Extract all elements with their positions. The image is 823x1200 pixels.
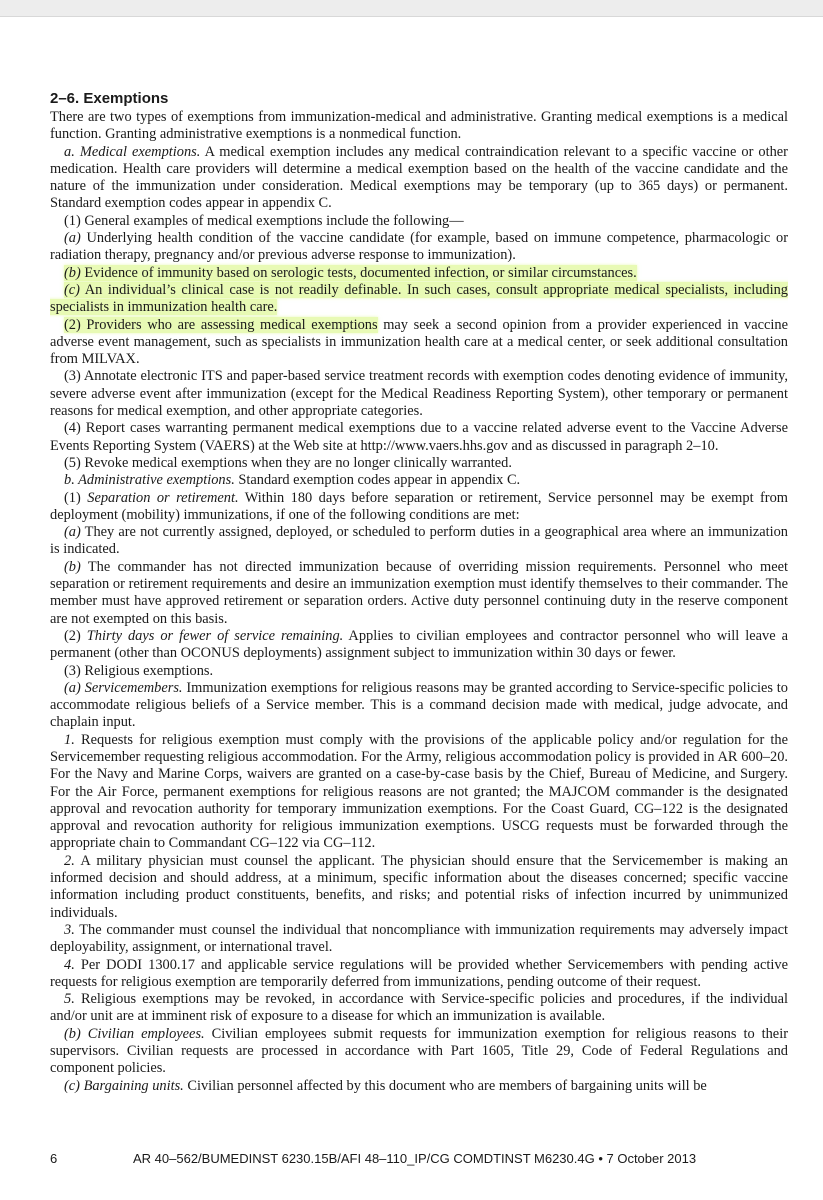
para-b3a-2 xyxy=(50,853,788,922)
para-b3c-text: Civilian personnel affected by this document who are members of bargaining units will be xyxy=(183,1077,707,1094)
para-b1-label: Separation or retirement. xyxy=(87,489,239,506)
para-a5: (5) Revoke medical exemptions when they are no longer clinically warranted. xyxy=(64,454,512,471)
para-b3a-text: Immunization exemptions for religious reasons may be granted according to Service-specific policies to accommodate religious beliefs of a Service member. This is a command decision made with medical, judge advocate, and chaplain input. xyxy=(50,679,788,731)
para-a1c-label: (c) xyxy=(64,281,80,298)
para-a1b xyxy=(50,265,788,282)
section-intro: There are two types of exemptions from immunization-medical and administrative. Granting medical exemptions is a medical function. Granting administrative exemptions is a nonmedical function. xyxy=(50,109,788,143)
para-b1 xyxy=(50,490,788,525)
para-b3a-1-label: 1. xyxy=(64,731,75,748)
para-a1: (1) General examples of medical exemptions include the following— xyxy=(64,212,464,229)
para-b1b-label: (b) xyxy=(64,558,81,575)
para-b3a-label: (a) Servicemembers. xyxy=(64,679,183,696)
para-b3a-2-label: 2. xyxy=(64,852,75,869)
para-a2 xyxy=(50,317,788,369)
para-a4: (4) Report cases warranting permanent medical exemptions due to a vaccine related adverse event to the Vaccine Adverse Events Reporting System (VAERS) at the Web site at http://www.vaers.hhs.gov and as discussed in paragraph 2–10. xyxy=(50,420,788,454)
para-b1a xyxy=(50,524,788,559)
para-a1c-text: An individual’s clinical case is not readily definable. In such cases, consult appropriate medical specialists, including specialists in immunization health care. xyxy=(50,281,788,316)
para-a-text: A medical exemption includes any medical contraindication relevant to a specific vaccine or other medication. Health care providers will determine a medical exemption based on the health of the vaccine candidate and the nature of the immunization under consideration. Medical exemptions may be temporary (up to 365 days) or permanent. Standard exemption codes appear in appendix C. xyxy=(50,143,788,212)
para-b-text: Standard exemption codes appear in appendix C. xyxy=(234,472,521,489)
para-b3b-text: Civilian employees submit requests for immunization exemption for religious reasons to their supervisors. Civilian requests are processed in accordance with Part 1605, Title 29, Code of Federal Regulations and component policies. xyxy=(50,1025,788,1077)
document-page xyxy=(50,90,788,1095)
para-b3a-1-text: Requests for religious exemption must comply with the provisions of the applicable policy and/or regulation for the Servicemember requesting religious accommodation. For the Army, religious accommodation policy is provided in AR 600–20. For the Navy and Marine Corps, waivers are granted on a case-by-case basis by the Chief, Bureau of Medicine, and Surgery. For the Air Force, permanent exemptions for religious reasons are not granted; the MAJCOM commander is the designated approval and revocation authority for temporary immunization exemptions. For the Coast Guard, CG–122 is the designated approval and revocation authority for religious immunization exemptions. USCG requests must be forwarded through the appropriate chain to Commandant CG–122 via CG–112. xyxy=(50,731,788,852)
para-b3c xyxy=(50,1078,788,1095)
para-a-medical xyxy=(50,144,788,213)
para-b3a xyxy=(50,680,788,732)
viewer-top-bar xyxy=(0,0,823,17)
para-b2-label: Thirty days or fewer of service remaining. xyxy=(86,627,344,644)
para-b3a-5-label: 5. xyxy=(64,991,75,1008)
para-b3a-3 xyxy=(50,922,788,957)
para-b1b xyxy=(50,559,788,628)
para-a1a xyxy=(50,230,788,265)
para-b2 xyxy=(50,628,788,663)
para-b3b-label: (b) Civilian employees. xyxy=(64,1025,205,1042)
para-b1b-text: The commander has not directed immunization because of overriding mission requirements. Personnel who meet separation or retirement requirements and desire an immunization exemption must identify themselves to their commander. The member must have approved retirement or separation orders. Active duty personnel continuing duty in the reserve component are not exempted on this basis. xyxy=(50,558,788,627)
footer-doc-title: AR 40–562/BUMEDINST 6230.15B/AFI 48–110_IP/CG COMDTINST M6230.4G • 7 October 2013 xyxy=(133,1151,697,1166)
para-b1-num: (1) xyxy=(64,489,88,506)
para-a3: (3) Annotate electronic ITS and paper-based service treatment records with exemption codes denoting evidence of immunity, severe adverse event after immunization (except for the Medical Readiness Reporting System), other temporary or permanent reasons for medical exemption, and other appropriate categories. xyxy=(50,368,788,420)
para-b3: (3) Religious exemptions. xyxy=(64,662,214,679)
para-a1c xyxy=(50,282,788,317)
para-b3a-3-text: The commander must counsel the individual that noncompliance with immunization requirements may adversely impact deployability, assignment, or international travel. xyxy=(50,921,788,956)
highlight-a2: (2) Providers who are assessing medical exemptions xyxy=(64,316,378,333)
para-b3a-3-label: 3. xyxy=(64,921,75,938)
para-b3a-1 xyxy=(50,732,788,853)
para-b3b xyxy=(50,1026,788,1078)
para-b3a-4-label: 4. xyxy=(64,956,75,973)
para-b3a-2-text: A military physician must counsel the applicant. The physician should ensure that the Servicemember is making an informed decision and should address, at a minimum, specific information about the diseases concerned; specific vaccine information including product constituents, benefits, and risks; and potential risks of infection incurred by unimmunized individuals. xyxy=(50,852,788,921)
para-b1a-text: They are not currently assigned, deployed, or scheduled to perform duties in a geographical area where an immunization is indicated. xyxy=(50,524,788,558)
para-b-label: b. Administrative exemptions. xyxy=(64,472,235,489)
para-b3a-4 xyxy=(50,957,788,992)
para-b1a-label: (a) xyxy=(64,524,81,541)
page-number: 6 xyxy=(50,1151,58,1166)
para-b-administrative xyxy=(50,472,788,489)
highlight-a1b xyxy=(64,265,637,281)
para-a1b-text: Evidence of immunity based on serologic tests, documented infection, or similar circumstances. xyxy=(80,264,637,281)
para-b2-num: (2) xyxy=(64,627,87,644)
para-b1-text: Within 180 days before separation or retirement, Service personnel may be exempt from deployment (mobility) immunizations, if one of the following conditions are met: xyxy=(50,489,788,523)
para-b3a-5 xyxy=(50,991,788,1026)
para-b2-text: Applies to civilian employees and contractor personnel who will leave a permanent (other than OCONUS deployments) assignment subject to immunization within 30 days or fewer. xyxy=(50,627,788,662)
para-a1a-label: (a) xyxy=(64,230,81,247)
highlight-a1c xyxy=(50,282,788,315)
para-a2-text: may seek a second opinion from a provider experienced in vaccine adverse event management, such as specialists in immunization health care at a medical center, or seek additional consultation from MILVAX. xyxy=(50,316,788,368)
para-b3c-label: (c) Bargaining units. xyxy=(64,1077,184,1094)
para-b3a-4-text: Per DODI 1300.17 and applicable service regulations will be provided whether Servicemembers with pending active requests for religious exemption are temporarily deferred from immunizations, pending outcome of their request. xyxy=(50,956,788,990)
para-a-label: a. Medical exemptions. xyxy=(64,143,201,160)
para-b3a-5-text: Religious exemptions may be revoked, in accordance with Service-specific policies and procedures, if the individual and/or unit are at imminent risk of exposure to a disease for which an immunization is available. xyxy=(50,991,788,1025)
section-heading: 2–6. Exemptions xyxy=(50,90,169,107)
para-a1a-text: Underlying health condition of the vaccine candidate (for example, based on immune competence, pharmacologic or radiation therapy, pregnancy and/or previous adverse response to immunization). xyxy=(50,230,788,264)
para-a1b-label: (b) xyxy=(64,264,81,281)
